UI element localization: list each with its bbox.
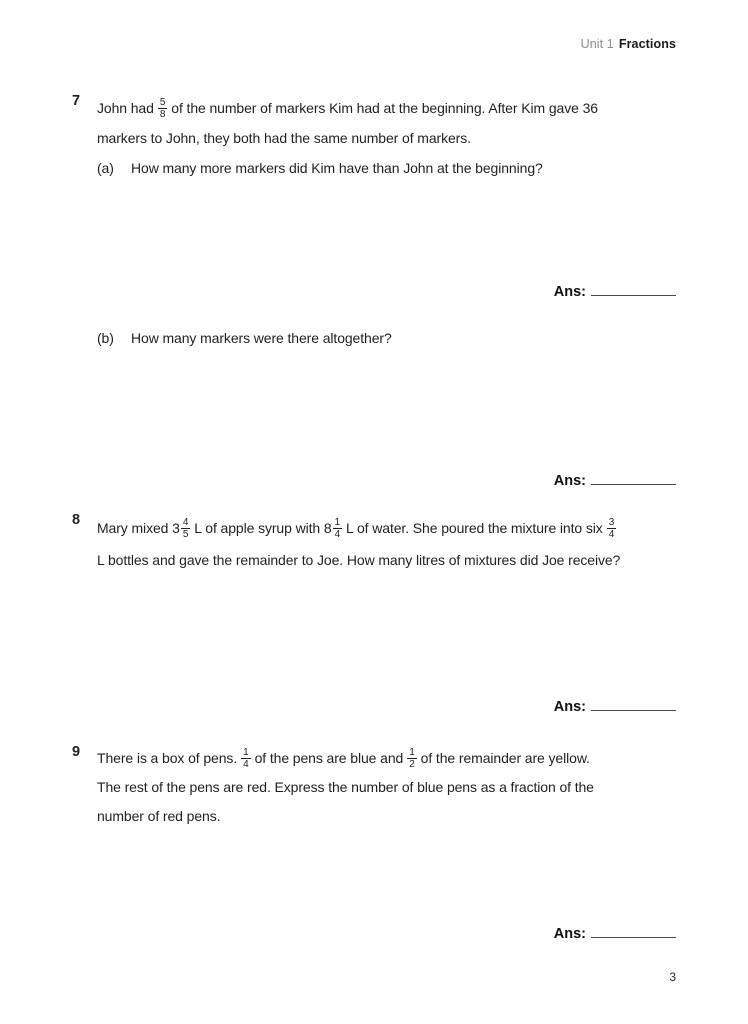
question-7-number: 7 <box>72 93 81 109</box>
fraction-numerator: 1 <box>409 746 415 758</box>
text-segment: There is a box of pens. <box>97 750 238 766</box>
text-segment: The rest of the pens are red. Express the number of blue pens as a fraction of the <box>97 779 594 795</box>
text-segment: of the pens are blue and <box>254 750 404 766</box>
page-number: 3 <box>669 970 676 984</box>
fraction-4-5 <box>181 517 190 540</box>
text-segment: Mary mixed 3 <box>97 520 180 536</box>
fraction-numerator: 4 <box>182 516 189 528</box>
fraction-1-4 <box>241 747 250 770</box>
fraction-denominator: 4 <box>243 758 249 770</box>
ans-label: Ans: <box>553 473 586 489</box>
text-segment: number of red pens. <box>97 808 221 824</box>
subquestion-text: How many more markers did Kim have than John at the beginning? <box>131 160 543 176</box>
unit-label: Unit 1 <box>580 37 614 51</box>
question-9-number: 9 <box>72 744 81 760</box>
question-8-text <box>97 512 684 576</box>
question-7a <box>97 154 687 182</box>
fraction-denominator: 4 <box>608 528 615 540</box>
answer-blank-7a <box>554 281 676 303</box>
text-segment: markers to John, they both had the same number of markers. <box>97 130 471 146</box>
text-segment: L of water. She poured the mixture into six <box>346 520 603 536</box>
ans-label: Ans: <box>553 699 586 715</box>
answer-blank-9 <box>554 923 676 945</box>
answer-blank-8 <box>554 696 676 718</box>
question-7b <box>97 324 687 352</box>
fraction-denominator: 4 <box>334 528 341 540</box>
text-segment: L bottles and gave the remainder to Joe. How many litres of mixtures did Joe receive? <box>97 552 621 568</box>
text-segment: L of apple syrup with 8 <box>194 520 332 536</box>
answer-line <box>591 923 676 938</box>
fraction-numerator: 5 <box>159 96 166 108</box>
subquestion-label: (b) <box>97 330 114 346</box>
fraction-numerator: 1 <box>334 516 341 528</box>
question-7 <box>72 93 684 153</box>
text-segment: of the number of markers Kim had at the beginning. After Kim gave 36 <box>171 100 598 116</box>
fraction-denominator: 5 <box>182 528 189 540</box>
text-segment: of the remainder are yellow. <box>420 750 590 766</box>
fraction-numerator: 3 <box>608 516 615 528</box>
fraction-denominator: 8 <box>159 108 166 120</box>
answer-line <box>591 470 676 485</box>
answer-blank-7b <box>554 470 676 492</box>
question-9-text <box>97 744 684 831</box>
fraction-numerator: 1 <box>243 746 249 758</box>
fraction-5-8 <box>158 97 167 120</box>
answer-line <box>591 281 676 296</box>
fraction-denominator: 2 <box>409 758 415 770</box>
question-7-text <box>97 93 684 153</box>
ans-label: Ans: <box>553 926 586 942</box>
fraction-1-2 <box>407 747 416 770</box>
answer-line <box>591 696 676 711</box>
question-8 <box>72 512 684 576</box>
fraction-3-4 <box>607 517 616 540</box>
question-9 <box>72 744 684 831</box>
ans-label: Ans: <box>553 284 586 300</box>
subquestion-label: (a) <box>97 160 114 176</box>
text-segment: John had <box>97 100 154 116</box>
page-header <box>581 37 676 51</box>
question-8-number: 8 <box>72 512 81 528</box>
fraction-1-4 <box>333 517 342 540</box>
subquestion-text: How many markers were there altogether? <box>131 330 392 346</box>
chapter-title: Fractions <box>618 37 676 51</box>
